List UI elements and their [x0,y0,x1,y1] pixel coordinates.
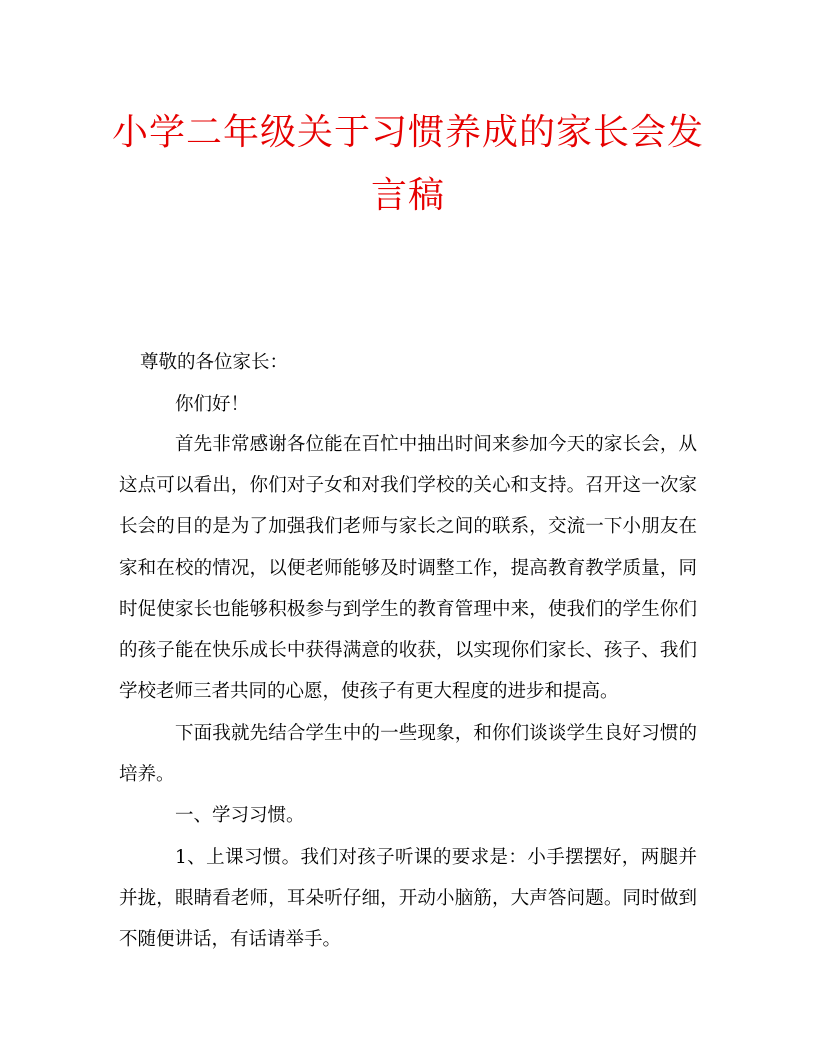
paragraph-2-line-1: 下面我就先结合学生中的一些现象，和你们谈谈学生良好习惯的 [175,723,697,744]
document-title-line-2: 言稿 [370,175,445,216]
paragraph-1-line-7: 学校老师三者共同的心愿，使孩子有更大程度的进步和提高。 [119,681,619,702]
document-title-line-1: 小学二年级关于习惯养成的家长会发 [111,112,704,153]
paragraph-1-line-3: 长会的目的是为了加强我们老师与家长之间的联系，交流一下小朋友在 [119,516,697,537]
paragraph-3-line-2: 并拢，眼睛看老师，耳朵听仔细，开动小脑筋，大声答问题。同时做到 [119,888,697,909]
section-heading-study-habits: 一、学习习惯。 [175,805,305,826]
paragraph-1-line-2: 这点可以看出，你们对子女和对我们学校的关心和支持。召开这一次家 [119,475,697,496]
greeting: 你们好！ [175,394,250,415]
paragraph-2-line-2: 培养。 [119,764,175,785]
paragraph-1-line-5: 时促使家长也能够积极参与到学生的教育管理中来，使我们的学生你们 [119,599,697,620]
paragraph-1-line-4: 家和在校的情况，以便老师能够及时调整工作，提高教育教学质量，同 [119,558,697,579]
salutation: 尊敬的各位家长： [140,352,289,373]
paragraph-1-line-6: 的孩子能在快乐成长中获得满意的收获，以实现你们家长、孩子、我们 [119,640,697,661]
paragraph-3-line-1: 1、上课习惯。我们对孩子听课的要求是：小手摆摆好，两腿并 [175,847,697,868]
paragraph-3-line-3: 不随便讲话，有话请举手。 [119,929,342,950]
paragraph-1-line-1: 首先非常感谢各位能在百忙中抽出时间来参加今天的家长会，从 [175,434,697,455]
